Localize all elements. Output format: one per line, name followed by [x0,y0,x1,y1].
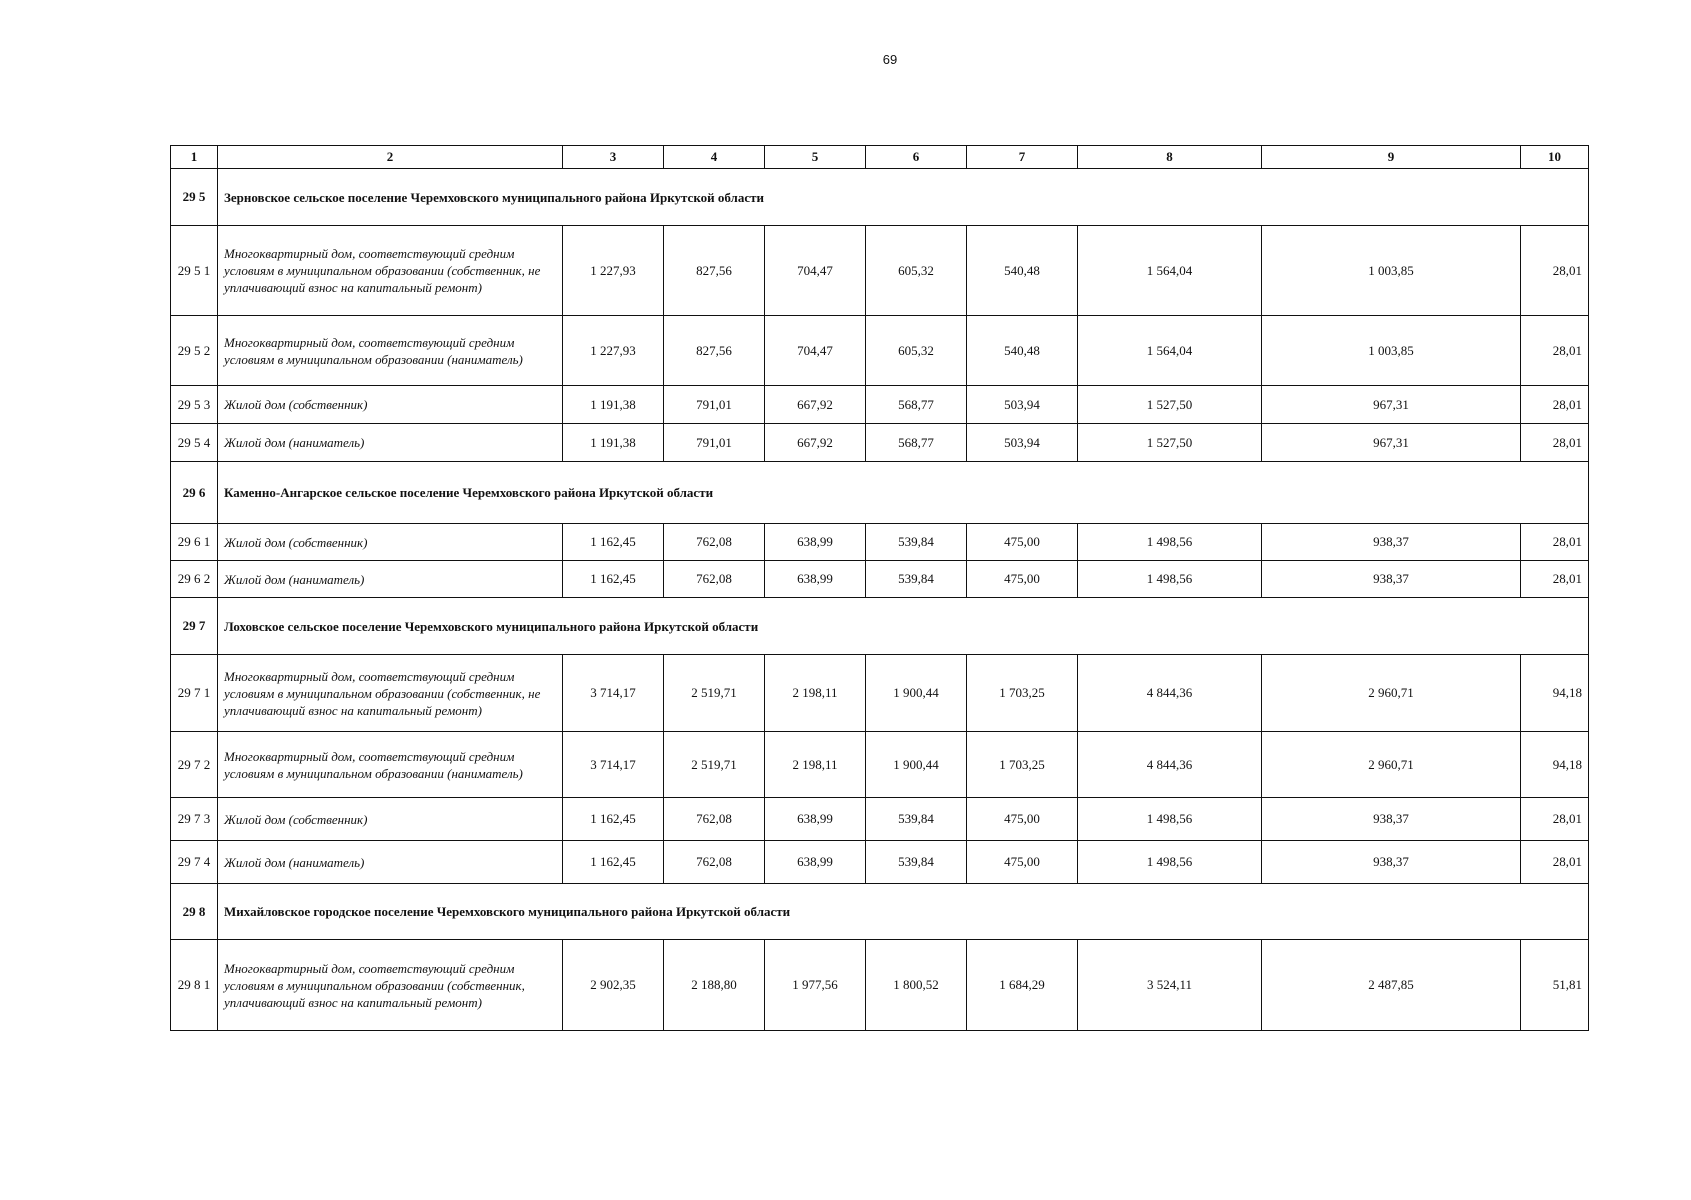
value-col-6: 539,84 [866,524,967,561]
table-row [171,524,1589,561]
value-col-10: 28,01 [1521,798,1589,841]
section-title: Лоховское сельское поселение Черемховского муниципального района Иркутской области [218,598,1589,655]
table-row [171,561,1589,598]
value-col-9: 938,37 [1262,561,1521,598]
column-header-row [171,146,1589,169]
value-col-7: 1 684,29 [967,940,1078,1031]
value-col-7: 475,00 [967,798,1078,841]
value-col-5: 667,92 [765,424,866,462]
value-col-3: 1 162,45 [563,561,664,598]
value-col-5: 667,92 [765,386,866,424]
value-col-4: 762,08 [664,841,765,884]
table-body [171,169,1589,1031]
value-col-9: 2 960,71 [1262,655,1521,732]
value-col-9: 2 487,85 [1262,940,1521,1031]
section-row [171,169,1589,226]
value-col-3: 1 162,45 [563,841,664,884]
value-col-7: 475,00 [967,561,1078,598]
column-header-1: 1 [171,146,218,169]
column-header-8: 8 [1078,146,1262,169]
value-col-3: 1 191,38 [563,386,664,424]
value-col-3: 1 162,45 [563,524,664,561]
column-header-7: 7 [967,146,1078,169]
value-col-6: 568,77 [866,386,967,424]
value-col-4: 2 188,80 [664,940,765,1031]
table-row [171,940,1589,1031]
table-row [171,732,1589,798]
value-col-6: 568,77 [866,424,967,462]
value-col-3: 1 191,38 [563,424,664,462]
section-row [171,884,1589,940]
value-col-5: 1 977,56 [765,940,866,1031]
row-description: Жилой дом (собственник) [218,798,563,841]
value-col-6: 539,84 [866,798,967,841]
value-col-8: 1 564,04 [1078,226,1262,316]
table-row [171,226,1589,316]
value-col-5: 704,47 [765,226,866,316]
row-code: 29 7 3 [171,798,218,841]
column-header-3: 3 [563,146,664,169]
value-col-3: 1 162,45 [563,798,664,841]
row-description: Жилой дом (наниматель) [218,561,563,598]
section-code: 29 7 [171,598,218,655]
value-col-8: 1 498,56 [1078,561,1262,598]
value-col-4: 791,01 [664,424,765,462]
value-col-5: 638,99 [765,561,866,598]
value-col-9: 967,31 [1262,386,1521,424]
value-col-10: 94,18 [1521,655,1589,732]
value-col-7: 540,48 [967,316,1078,386]
value-col-3: 3 714,17 [563,732,664,798]
value-col-4: 827,56 [664,226,765,316]
row-code: 29 7 1 [171,655,218,732]
row-code: 29 5 4 [171,424,218,462]
column-header-2: 2 [218,146,563,169]
section-title: Каменно-Ангарское сельское поселение Черемховского района Иркутской области [218,462,1589,524]
section-code: 29 5 [171,169,218,226]
value-col-7: 1 703,25 [967,732,1078,798]
value-col-5: 638,99 [765,798,866,841]
value-col-8: 1 527,50 [1078,386,1262,424]
table-row [171,655,1589,732]
value-col-4: 791,01 [664,386,765,424]
section-code: 29 6 [171,462,218,524]
value-col-9: 938,37 [1262,798,1521,841]
column-header-10: 10 [1521,146,1589,169]
section-title: Зерновское сельское поселение Черемховского муниципального района Иркутской области [218,169,1589,226]
value-col-10: 28,01 [1521,424,1589,462]
value-col-5: 638,99 [765,524,866,561]
row-code: 29 5 3 [171,386,218,424]
row-code: 29 7 2 [171,732,218,798]
value-col-3: 3 714,17 [563,655,664,732]
table-row [171,386,1589,424]
value-col-9: 2 960,71 [1262,732,1521,798]
tariff-table [170,145,1589,1031]
value-col-8: 1 498,56 [1078,841,1262,884]
row-code: 29 6 2 [171,561,218,598]
value-col-5: 638,99 [765,841,866,884]
table-row [171,424,1589,462]
row-description: Жилой дом (собственник) [218,524,563,561]
value-col-10: 28,01 [1521,524,1589,561]
value-col-10: 28,01 [1521,226,1589,316]
value-col-6: 1 900,44 [866,732,967,798]
value-col-8: 4 844,36 [1078,732,1262,798]
value-col-8: 1 498,56 [1078,524,1262,561]
section-title: Михайловское городское поселение Черемховского муниципального района Иркутской области [218,884,1589,940]
row-description: Многоквартирный дом, соответствующий средним условиям в муниципальном образовании (наниматель) [218,316,563,386]
value-col-5: 704,47 [765,316,866,386]
value-col-10: 28,01 [1521,386,1589,424]
value-col-4: 827,56 [664,316,765,386]
value-col-10: 28,01 [1521,316,1589,386]
page-number: 69 [882,52,898,67]
value-col-9: 1 003,85 [1262,226,1521,316]
column-header-4: 4 [664,146,765,169]
row-description: Жилой дом (наниматель) [218,424,563,462]
value-col-8: 3 524,11 [1078,940,1262,1031]
value-col-6: 539,84 [866,841,967,884]
value-col-6: 1 800,52 [866,940,967,1031]
row-description: Многоквартирный дом, соответствующий средним условиям в муниципальном образовании (собственник, не уплачивающий взнос на капитальный ремонт) [218,655,563,732]
value-col-3: 1 227,93 [563,316,664,386]
column-header-5: 5 [765,146,866,169]
row-code: 29 5 2 [171,316,218,386]
section-row [171,598,1589,655]
value-col-9: 938,37 [1262,841,1521,884]
column-header-9: 9 [1262,146,1521,169]
row-code: 29 5 1 [171,226,218,316]
table-row [171,798,1589,841]
value-col-10: 28,01 [1521,561,1589,598]
row-description: Многоквартирный дом, соответствующий средним условиям в муниципальном образовании (наниматель) [218,732,563,798]
table-row [171,841,1589,884]
value-col-4: 762,08 [664,798,765,841]
row-code: 29 8 1 [171,940,218,1031]
row-code: 29 7 4 [171,841,218,884]
value-col-4: 762,08 [664,524,765,561]
value-col-4: 2 519,71 [664,732,765,798]
value-col-5: 2 198,11 [765,655,866,732]
value-col-7: 503,94 [967,386,1078,424]
value-col-4: 762,08 [664,561,765,598]
row-code: 29 6 1 [171,524,218,561]
column-header-6: 6 [866,146,967,169]
value-col-9: 1 003,85 [1262,316,1521,386]
value-col-8: 4 844,36 [1078,655,1262,732]
value-col-7: 475,00 [967,841,1078,884]
value-col-4: 2 519,71 [664,655,765,732]
value-col-3: 1 227,93 [563,226,664,316]
table-row [171,316,1589,386]
value-col-5: 2 198,11 [765,732,866,798]
value-col-8: 1 498,56 [1078,798,1262,841]
row-description: Многоквартирный дом, соответствующий средним условиям в муниципальном образовании (собственник, уплачивающий взнос на капитальный ремонт) [218,940,563,1031]
value-col-9: 967,31 [1262,424,1521,462]
value-col-3: 2 902,35 [563,940,664,1031]
section-row [171,462,1589,524]
value-col-10: 94,18 [1521,732,1589,798]
value-col-7: 475,00 [967,524,1078,561]
row-description: Жилой дом (наниматель) [218,841,563,884]
value-col-6: 539,84 [866,561,967,598]
row-description: Многоквартирный дом, соответствующий средним условиям в муниципальном образовании (собственник, не уплачивающий взнос на капитальный ремонт) [218,226,563,316]
value-col-7: 540,48 [967,226,1078,316]
value-col-6: 605,32 [866,226,967,316]
value-col-8: 1 527,50 [1078,424,1262,462]
row-description: Жилой дом (собственник) [218,386,563,424]
value-col-7: 1 703,25 [967,655,1078,732]
section-code: 29 8 [171,884,218,940]
value-col-6: 1 900,44 [866,655,967,732]
value-col-10: 51,81 [1521,940,1589,1031]
value-col-6: 605,32 [866,316,967,386]
value-col-8: 1 564,04 [1078,316,1262,386]
value-col-9: 938,37 [1262,524,1521,561]
value-col-7: 503,94 [967,424,1078,462]
value-col-10: 28,01 [1521,841,1589,884]
